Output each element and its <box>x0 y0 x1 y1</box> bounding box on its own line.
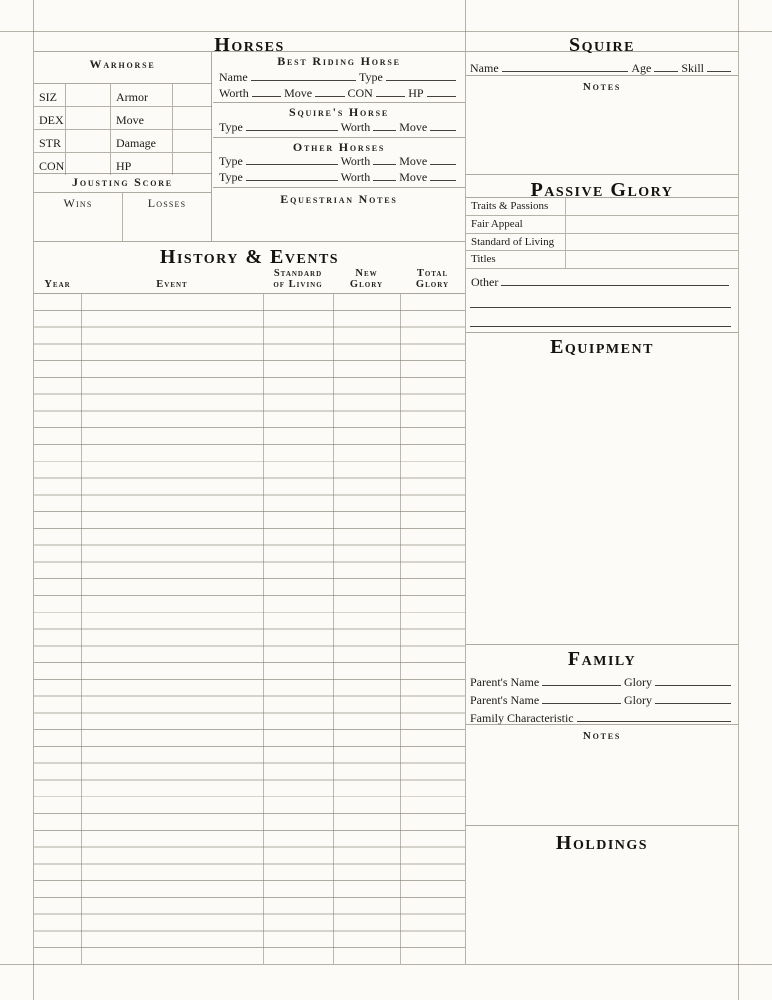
passive-glory-value-cell <box>566 251 738 268</box>
column-header-standard-of-living: Standard of Living <box>273 268 323 290</box>
passive-glory-row-fair-appeal: Fair Appeal <box>466 216 738 234</box>
page-right-rule <box>738 0 739 1000</box>
history-events-title: History & Events <box>159 246 340 268</box>
squire-notes-title: Notes <box>582 81 622 93</box>
move-label: Move <box>399 120 428 134</box>
jousting-wins-cell <box>34 193 123 241</box>
glory-write-line <box>655 701 731 704</box>
other-write-line <box>501 283 729 286</box>
passive-glory-other-row <box>466 269 738 289</box>
glory-label: Glory <box>624 675 652 689</box>
passive-glory-value-cell <box>566 234 738 251</box>
passive-glory-row-standard-of-living: Standard of Living <box>466 234 738 252</box>
move-write-line <box>430 128 456 131</box>
column-header-new-glory: New Glory <box>349 268 384 290</box>
stat-value-move <box>173 107 212 130</box>
name-label: Name <box>219 70 248 84</box>
other-horses-title: Other Horses <box>292 140 386 154</box>
squire-title: Squire <box>568 34 636 56</box>
con-write-line <box>376 94 405 97</box>
type-label: Type <box>219 170 243 184</box>
worth-label: Worth <box>219 86 249 100</box>
passive-glory-title: Passive Glory <box>530 179 674 201</box>
history-table-body <box>34 293 465 964</box>
stat-label-armor: Armor <box>111 84 173 107</box>
squire-name-label: Name <box>470 61 499 75</box>
worth-write-line <box>252 94 281 97</box>
stat-label-move: Move <box>111 107 173 130</box>
stat-label-damage: Damage <box>111 130 173 153</box>
squires-horse-row <box>219 118 459 134</box>
move-label: Move <box>399 154 428 168</box>
jousting-score-title: Jousting Score <box>72 175 173 189</box>
stat-value-con <box>66 153 111 175</box>
warhorse-title: Warhorse <box>89 57 156 71</box>
passive-glory-section <box>466 175 738 333</box>
parent-name-label: Parent's Name <box>470 693 540 707</box>
squire-skill-label: Skill <box>681 61 704 75</box>
stat-value-hp <box>173 153 212 175</box>
equestrian-notes-title: Equestrian Notes <box>280 192 398 206</box>
squire-age-label: Age <box>631 61 652 75</box>
equestrian-notes-box <box>213 188 465 205</box>
jousting-losses-cell <box>123 193 211 241</box>
glory-label: Glory <box>624 693 652 707</box>
passive-glory-value-cell <box>566 198 738 215</box>
type-write-line <box>246 178 338 181</box>
parent-row-2 <box>466 689 738 707</box>
passive-glory-value-cell <box>566 216 738 233</box>
stat-value-siz <box>66 84 111 107</box>
table-column-divider <box>400 294 401 964</box>
squire-section <box>466 32 738 175</box>
con-label: CON <box>347 86 373 100</box>
worth-write-line <box>373 162 396 165</box>
type-write-line <box>246 162 338 165</box>
horses-header <box>34 32 465 56</box>
family-section <box>466 645 738 826</box>
history-table-header <box>34 264 465 293</box>
hp-label: HP <box>408 86 424 100</box>
stat-label-siz: SIZ <box>34 84 66 107</box>
family-notes-box <box>466 724 738 825</box>
column-header-event: Event <box>156 279 188 290</box>
family-characteristic-label: Family Characteristic <box>470 711 574 725</box>
other-write-line-2 <box>470 306 731 308</box>
other-horses-box <box>213 138 465 188</box>
holdings-section <box>466 826 738 964</box>
squire-name-write-line <box>502 69 629 72</box>
type-label: Type <box>219 154 243 168</box>
jousting-score-box <box>34 192 211 241</box>
stat-value-str <box>66 130 111 153</box>
move-label: Move <box>399 170 428 184</box>
holdings-title: Holdings <box>555 832 649 854</box>
squire-header <box>466 32 738 56</box>
family-characteristic-row <box>466 707 738 725</box>
move-write-line <box>430 178 456 181</box>
table-column-divider <box>263 294 264 964</box>
passive-glory-row-traits: Traits & Passions <box>466 198 738 216</box>
glory-write-line <box>655 683 731 686</box>
horses-title: Horses <box>214 34 285 56</box>
move-write-line <box>315 94 344 97</box>
best-riding-horse-title: Best Riding Horse <box>277 54 401 68</box>
equipment-title: Equipment <box>550 336 654 358</box>
history-events-section <box>34 242 465 964</box>
parent-name-label: Parent's Name <box>470 675 540 689</box>
horses-section <box>34 32 465 242</box>
passive-glory-row-titles: Titles <box>466 251 738 269</box>
other-horse-row-1 <box>219 153 459 168</box>
stat-label-con: CON <box>34 153 66 175</box>
worth-label: Worth <box>340 120 371 134</box>
brh-stats-row <box>219 84 459 100</box>
other-horse-row-2 <box>219 168 459 184</box>
other-label: Other <box>471 275 499 289</box>
worth-label: Worth <box>340 154 371 168</box>
type-write-line <box>386 78 456 81</box>
parent-name-write-line <box>542 683 621 686</box>
column-header-year: Year <box>44 279 71 290</box>
table-column-divider <box>333 294 334 964</box>
family-notes-title: Notes <box>582 730 622 742</box>
worth-write-line <box>373 128 396 131</box>
warhorse-stat-grid <box>34 83 212 174</box>
name-write-line <box>251 78 356 81</box>
type-label: Type <box>219 120 243 134</box>
type-write-line <box>246 128 338 131</box>
move-label: Move <box>284 86 313 100</box>
family-characteristic-write-line <box>577 719 731 722</box>
squires-horse-box <box>213 103 465 138</box>
column-header-total-glory: Total Glory <box>415 268 450 290</box>
squire-skill-write-line <box>707 69 731 72</box>
riding-horses-pane <box>213 52 465 241</box>
family-title: Family <box>567 648 637 670</box>
brh-name-type-row <box>219 67 459 84</box>
best-riding-horse-box <box>213 52 465 103</box>
worth-write-line <box>373 178 396 181</box>
page-bottom-rule <box>0 964 772 965</box>
squire-age-write-line <box>654 69 678 72</box>
stat-label-str: STR <box>34 130 66 153</box>
equipment-section <box>466 333 738 645</box>
parent-row-1 <box>466 669 738 689</box>
type-label: Type <box>358 70 383 84</box>
stat-value-armor <box>173 84 212 107</box>
other-write-line-3 <box>470 325 731 327</box>
stat-label-hp: HP <box>111 153 173 175</box>
parent-name-write-line <box>542 701 621 704</box>
table-column-divider <box>81 294 82 964</box>
stat-label-dex: DEX <box>34 107 66 130</box>
losses-label: Losses <box>147 196 187 210</box>
warhorse-pane <box>34 52 212 241</box>
move-write-line <box>430 162 456 165</box>
squires-horse-title: Squire's Horse <box>288 105 389 119</box>
passive-glory-header <box>466 175 738 201</box>
hp-write-line <box>427 94 456 97</box>
worth-label: Worth <box>340 170 371 184</box>
wins-label: Wins <box>63 196 93 210</box>
stat-value-damage <box>173 130 212 153</box>
stat-value-dex <box>66 107 111 130</box>
